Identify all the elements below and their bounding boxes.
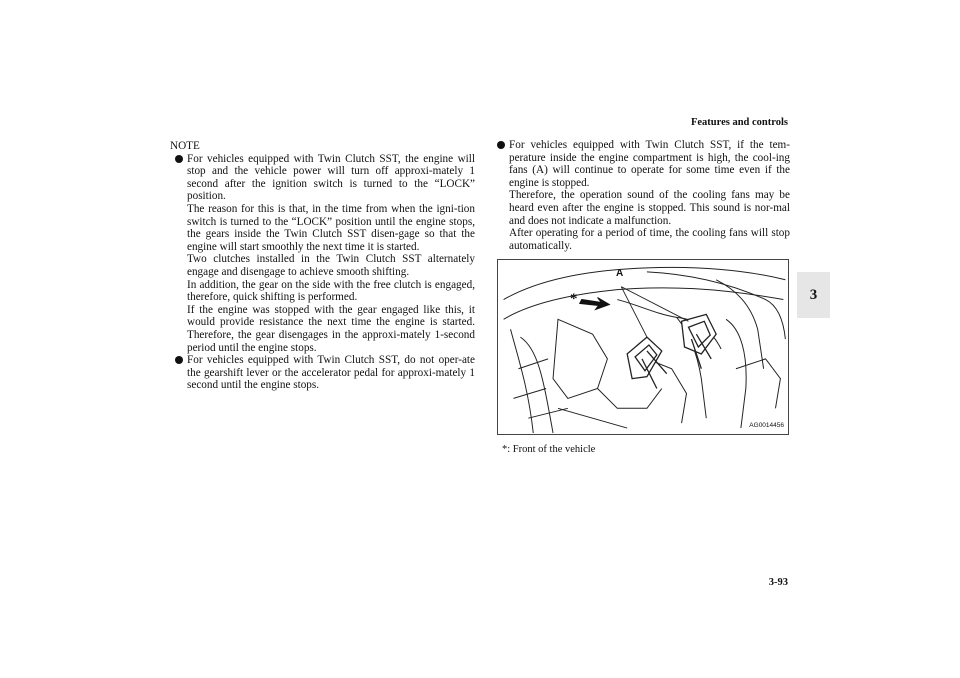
figure-code: AG0014456 (749, 422, 784, 429)
fan-label-a: A (616, 268, 624, 279)
engine-illustration (498, 260, 788, 434)
engine-compartment-figure (497, 259, 789, 435)
chapter-number: 3 (809, 286, 818, 303)
page-header-title: Features and controls (690, 117, 788, 128)
bullet-text: For vehicles equipped with Twin Clutch SST, the engine will stop and the vehicle power will turn off approxi-mately 1 second after the ignition switch is turned to the “LOCK” position. (187, 152, 475, 203)
note-label: NOTE (170, 140, 200, 152)
front-asterisk: * (570, 291, 578, 307)
paragraph: Therefore, the operation sound of the cooling fans may be heard even after the engine is stopped. This sound is nor-mal and does not indicate a malfunction. (509, 189, 790, 227)
bullet-text: For vehicles equipped with Twin Clutch SST, if the tem-perature inside the engine compartment is high, the cool-ing fans (A) will continue to operate for some time even if the engine is stopped. (509, 139, 790, 189)
paragraph: In addition, the gear on the side with the free clutch is engaged, therefore, quick shifting is performed. (187, 278, 475, 304)
bullet-item (175, 153, 475, 355)
left-column (170, 140, 475, 392)
paragraph: Two clutches installed in the Twin Clutch SST alternately engage and disengage to achieve smooth shifting. (187, 253, 475, 278)
paragraph: If the engine was stopped with the gear engaged like this, it would provide resistance the next time the engine is started. Therefore, the gear disengages in the approxi-mately 1-second period until the engine stops. (187, 303, 475, 354)
figure-caption: *: Front of the vehicle (502, 444, 596, 455)
bullet-item (175, 354, 475, 392)
right-column (497, 139, 790, 252)
paragraph: The reason for this is that, in the time from when the igni-tion switch is turned to the “LOCK” position until the engine stops, the gears inside the Twin Clutch SST disen-gage so that the engine will start smoothly the next time it is started. (187, 202, 475, 253)
bullet-item (497, 139, 790, 252)
page-number: 3-93 (768, 577, 788, 588)
paragraph: After operating for a period of time, the cooling fans will stop automatically. (509, 227, 790, 252)
bullet-text: For vehicles equipped with Twin Clutch SST, do not oper-ate the gearshift lever or the accelerator pedal for approxi-mately 1 second until the engine stops. (187, 354, 475, 392)
chapter-tab (797, 272, 830, 318)
